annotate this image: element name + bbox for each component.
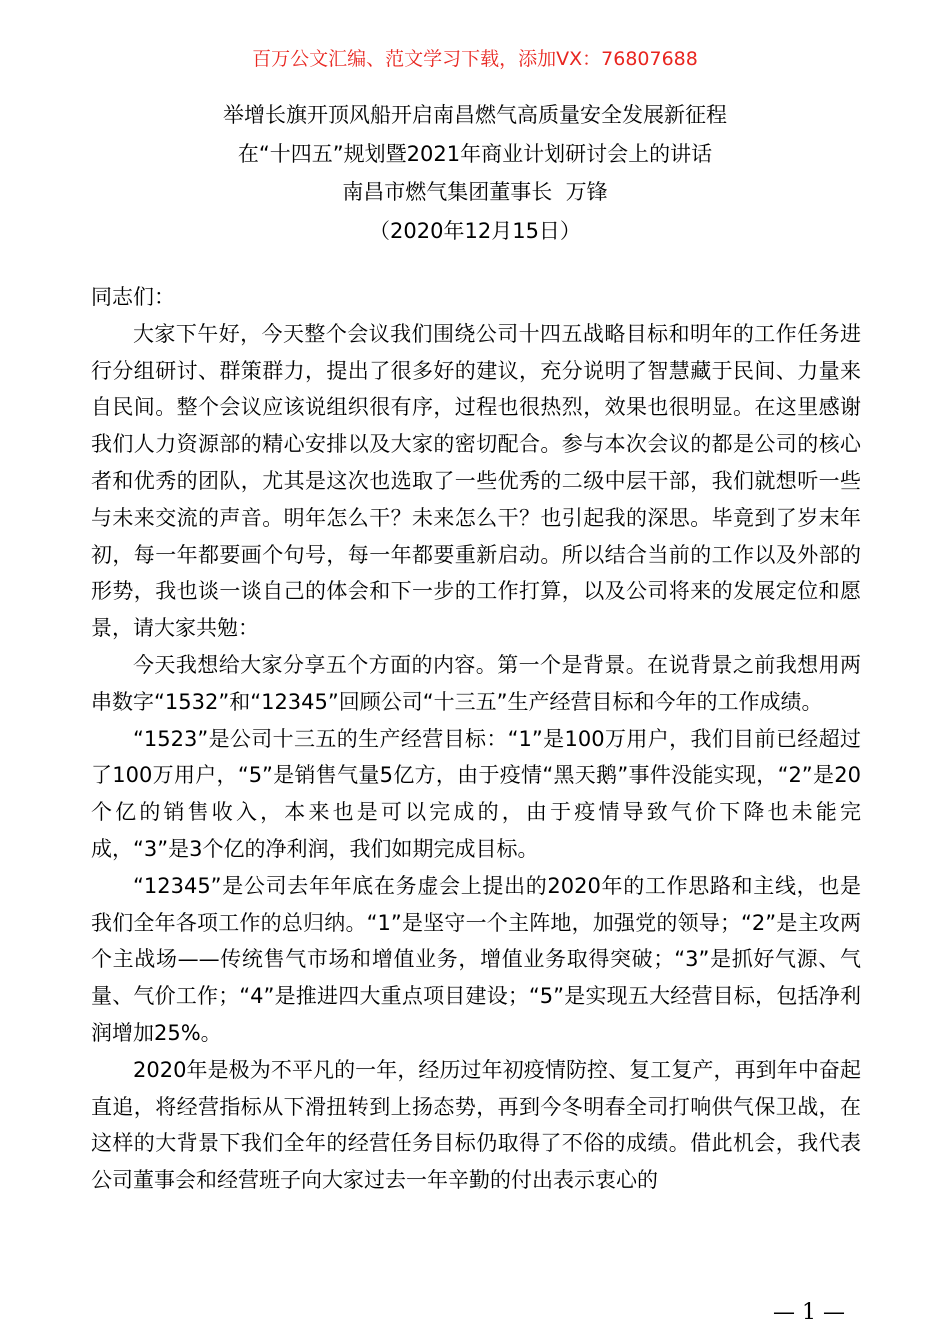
speech-body (91, 279, 861, 1199)
speaker-line: 南昌市燃气集团董事长 万锋 (342, 180, 608, 204)
paragraph-5: 2020年是极为不平凡的一年，经历过年初疫情防控、复工复产，再到年中奋起直追，将经营指标从下滑扭转到上扬态势，再到今冬明春全司打响供气保卫战，在这样的大背景下我们全年的经营任务目标仍取得了不俗的成绩。借此机会，我代表公司董事会和经营班子向大家过去一年辛勤的付出表示衷心的 (91, 1057, 861, 1193)
paragraph-1: 大家下午好，今天整个会议我们围绕公司十四五战略目标和明年的工作任务进行分组研讨、群策群力，提出了很多好的建议，充分说明了智慧藏于民间、力量来自民间。整个会议应该说组织很有序，过程也很热烈，效果也很明显。在这里感谢我们人力资源部的精心安排以及大家的密切配合。参与本次会议的都是公司的核心者和优秀的团队，尤其是这次也选取了一些优秀的二级中层干部，我们就想听一些与未来交流的声音。明年怎么干？未来怎么干？也引起我的深思。毕竟到了岁末年初，每一年都要画个句号，每一年都要重新启动。所以结合当前的工作以及外部的形势，我也谈一谈自己的体会和下一步的工作打算，以及公司将来的发展定位和愿景，请大家共勉： (91, 321, 861, 641)
paragraph-3: “1523”是公司十三五的生产经营目标：“1”是100万用户，我们目前已经超过了100万用户，“5”是销售气量5亿方，由于疫情“黑天鹅”事件没能实现，“2”是20个亿的销售收入，本来也是可以完成的，由于疫情导致气价下降也未能完成，“3”是3个亿的净利润，我们如期完成目标。 (91, 726, 861, 861)
paragraph-4: “12345”是公司去年年底在务虚会上提出的2020年的工作思路和主线，也是我们全年各项工作的总归纳。“1”是坚守一个主阵地，加强党的领导；“2”是主攻两个主战场——传统售气市场和增值业务，增值业务取得突破；“3”是抓好气源、气量、气价工作；“4”是推进四大重点项目建设；“5”是实现五大经营目标，包括净利润增加25%。 (91, 873, 861, 1045)
document-title: 举增长旗开顶风船开启南昌燃气高质量安全发展新征程 (223, 103, 727, 127)
document-subtitle: 在“十四五”规划暨2021年商业计划研讨会上的讲话 (237, 141, 713, 166)
title-block (0, 96, 950, 250)
salutation: 同志们： (91, 285, 175, 309)
speech-date: （2020年12月15日） (369, 218, 581, 243)
watermark-banner: 百万公文汇编、范文学习下载，添加VX：76807688 (252, 48, 698, 70)
paragraph-2: 今天我想给大家分享五个方面的内容。第一个是背景。在说背景之前我想用两串数字“1532”和“12345”回顾公司“十三五”生产经营目标和今年的工作成绩。 (91, 652, 861, 714)
page-number: — 1 — (773, 1300, 845, 1325)
